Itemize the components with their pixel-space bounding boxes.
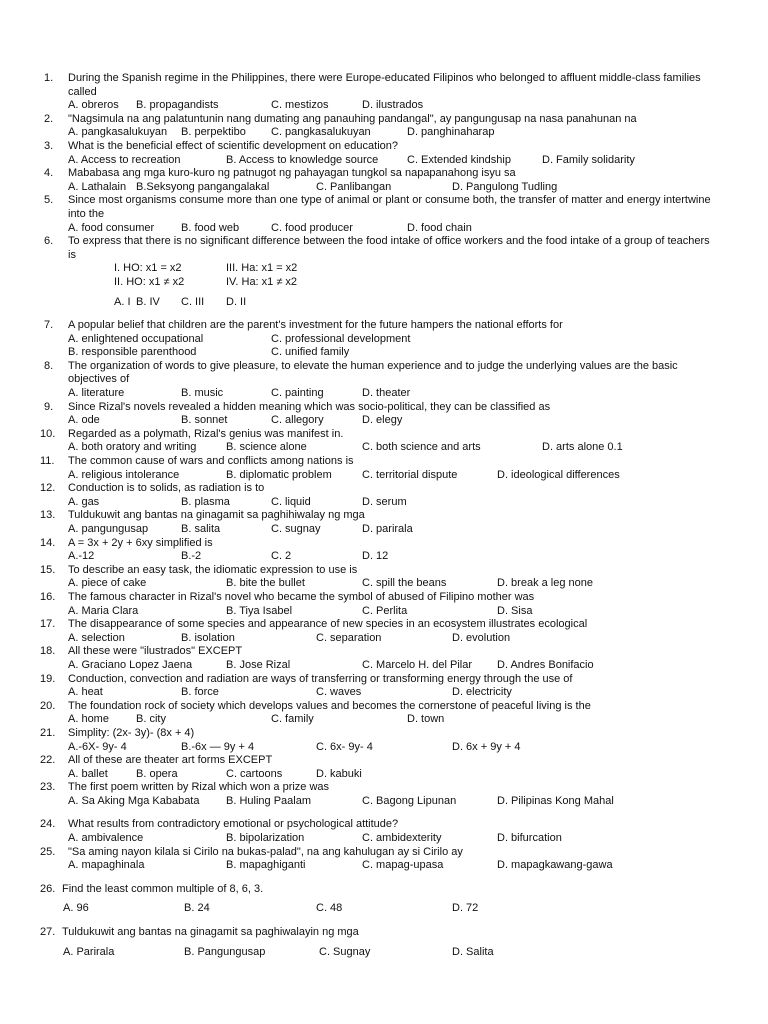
choice-b: B. responsible parenthood [68, 346, 197, 359]
choice-row [0, 469, 768, 483]
question-number: 3. [44, 139, 54, 152]
choice-d: D. Pangulong Tudling [452, 180, 558, 193]
choice-row [0, 181, 768, 195]
choice-row [0, 713, 768, 727]
question-number: 5. [44, 194, 54, 207]
question-22 [0, 754, 768, 781]
question-25 [0, 846, 768, 873]
question-3 [0, 140, 768, 167]
choice-c: C. Sugnay [319, 945, 371, 958]
question-12 [0, 482, 768, 509]
hypothesis-row [0, 262, 768, 276]
question-text: Conduction, convection and radiation are ways of transferring or transforming energy through the use of [68, 672, 573, 685]
choice-a: A. Parirala [63, 945, 115, 958]
choice-a: A. enlightened occupational [68, 332, 204, 345]
choice-row [0, 222, 768, 236]
choice-c: C. territorial dispute [362, 468, 458, 481]
hypothesis-i: I. HO: x1 = x2 [114, 262, 182, 275]
hypothesis-iv: IV. Ha: x1 ≠ x2 [226, 275, 298, 288]
choice-c: C. Marcelo H. del Pilar [362, 658, 473, 671]
choice-c: C. Extended kindship [407, 153, 511, 166]
choice-a: A. Access to recreation [68, 153, 181, 166]
choice-d: D. Family solidarity [542, 153, 635, 166]
choice-row [0, 296, 768, 310]
choice-a: A. food consumer [68, 221, 155, 234]
choice-a: A. home [68, 713, 109, 726]
choice-a: A. I [114, 295, 131, 308]
choice-b: B. opera [136, 767, 178, 780]
question-text: The common cause of wars and conflicts among nations is [68, 455, 354, 468]
choice-c: C. 6x- 9y- 4 [316, 740, 373, 753]
choice-b: B.Seksyong pangangalakal [136, 180, 270, 193]
question-number: 20. [40, 699, 56, 712]
choice-a: A. Maria Clara [68, 604, 139, 617]
question-5 [0, 194, 768, 235]
choice-row [0, 632, 768, 646]
choice-a: A. obreros [68, 99, 119, 112]
choice-a: A. gas [68, 495, 100, 508]
choice-b: B. Tiya Isabel [226, 604, 293, 617]
choice-row [0, 496, 768, 510]
choice-d: D. arts alone 0.1 [542, 441, 623, 454]
choice-b: B. bite the bullet [226, 577, 305, 590]
choice-a: A. piece of cake [68, 577, 147, 590]
choice-row [0, 333, 768, 347]
question-1 [0, 72, 768, 113]
choice-row [0, 859, 768, 873]
choice-c: C. professional development [271, 332, 411, 345]
question-text: To express that there is no significant difference between the food intake of office workers and the food intake of a group of teachers is [68, 235, 710, 261]
question-number: 24. [40, 818, 56, 831]
choice-row [0, 414, 768, 428]
choice-c: C. Perlita [362, 604, 408, 617]
choice-row [0, 902, 768, 916]
question-number: 8. [44, 359, 54, 372]
choice-row [0, 832, 768, 846]
hypothesis-row [0, 276, 768, 290]
choice-row [0, 126, 768, 140]
choice-a: A. ode [68, 414, 100, 427]
choice-c: C. allegory [271, 414, 324, 427]
choice-c: C. 48 [316, 902, 343, 915]
question-text: The first poem written by Rizal which won a prize was [68, 781, 330, 794]
choice-b: B. salita [181, 523, 221, 535]
question-10 [0, 428, 768, 455]
choice-d: D. ilustrados [362, 99, 424, 112]
question-text: The famous character in Rizal's novel who became the symbol of abused of Filipino mother was [68, 590, 535, 603]
question-13 [0, 509, 768, 536]
choice-d: D. 6x + 9y + 4 [452, 740, 521, 753]
question-number: 2. [44, 112, 54, 125]
question-text: Find the least common multiple of 8, 6, 3. [62, 882, 264, 895]
question-number: 22. [40, 754, 56, 767]
question-number: 6. [44, 235, 54, 248]
choice-d: D. food chain [407, 221, 472, 234]
question-14 [0, 537, 768, 564]
choice-b: B. city [136, 713, 166, 726]
choice-b: B. science alone [226, 441, 307, 454]
choice-b: B. bipolarization [226, 832, 305, 845]
choice-b: B. Huling Paalam [226, 794, 311, 807]
choice-d: D. serum [362, 495, 407, 508]
question-number: 4. [44, 167, 54, 180]
choice-c: C. pangkasalukuyan [271, 126, 371, 139]
choice-a: A. Graciano Lopez Jaena [68, 658, 193, 671]
choice-c: C. Panlibangan [316, 180, 392, 193]
choice-row [0, 659, 768, 673]
question-number: 17. [40, 618, 56, 631]
question-text: All of these are theater art forms EXCEPT [68, 754, 273, 767]
choice-b: B. Access to knowledge source [226, 153, 379, 166]
choice-c: C. both science and arts [362, 441, 481, 454]
choice-d: D. Andres Bonifacio [497, 658, 594, 671]
choice-b: B. IV [136, 295, 160, 308]
question-text: Since Rizal's novels revealed a hidden meaning which was socio-political, they can be classified as [68, 400, 551, 413]
choice-d: D. town [407, 713, 445, 726]
choice-d: D. kabuki [316, 767, 362, 780]
question-text: Tuldukuwit ang bantas na ginagamit sa paghiwalayin ng mga [62, 926, 359, 939]
choice-d: D. electricity [452, 686, 512, 699]
choice-c: C. III [181, 295, 205, 308]
choice-c: C. 2 [271, 550, 292, 563]
question-21 [0, 727, 768, 754]
choice-c: C. spill the beans [362, 577, 447, 590]
choice-a: A. pangkasalukuyan [68, 126, 168, 139]
question-text: Simplity: (2x- 3y)- (8x + 4) [68, 726, 195, 739]
question-number: 15. [40, 563, 56, 576]
choice-b: B. diplomatic problem [226, 468, 332, 481]
question-text: What results from contradictory emotional or psychological attitude? [68, 818, 399, 831]
question-number: 12. [40, 482, 56, 495]
choice-row [0, 523, 768, 537]
question-text: The organization of words to give pleasure, to elevate the human experience and to judge the underlying values are the basic objectives of [68, 359, 678, 386]
choice-c: C. waves [316, 686, 362, 699]
question-text: Since most organisms consume more than one type of animal or plant or consume both, the transfer of matter and energy intertwine into the [68, 194, 711, 220]
choice-c: C. ambidexterity [362, 832, 442, 845]
choice-b: B. force [181, 686, 219, 699]
choice-a: A. selection [68, 631, 125, 644]
choice-b: B. Jose Rizal [226, 658, 291, 671]
question-number: 27. [40, 926, 56, 939]
question-number: 18. [40, 645, 56, 658]
choice-c: C. cartoons [226, 767, 283, 780]
choice-row [0, 441, 768, 455]
question-17 [0, 618, 768, 645]
question-text: What is the beneficial effect of scientific development on education? [68, 139, 398, 152]
choice-row [0, 795, 768, 809]
choice-row [0, 154, 768, 168]
choice-b: B. isolation [181, 631, 235, 644]
question-7 [0, 319, 768, 360]
question-4 [0, 167, 768, 194]
choice-b: B. mapaghiganti [226, 859, 306, 872]
choice-c: C. separation [316, 631, 382, 644]
question-6 [0, 235, 768, 309]
choice-row [0, 346, 768, 360]
question-number: 7. [44, 319, 54, 332]
choice-b: B. plasma [181, 495, 230, 508]
choice-b: B.-2 [181, 550, 202, 563]
choice-b: B. music [181, 387, 224, 400]
question-number: 23. [40, 781, 56, 794]
choice-c: C. mapag-upasa [362, 859, 444, 872]
question-8 [0, 360, 768, 401]
choice-b: B. Pangungusap [184, 945, 266, 958]
choice-b: B. perpektibo [181, 126, 246, 139]
choice-a: A.-12 [68, 550, 95, 563]
question-26 [0, 883, 768, 916]
choice-c: C. food producer [271, 221, 353, 234]
question-23 [0, 781, 768, 808]
choice-d: D. 72 [452, 902, 479, 915]
choice-row [0, 768, 768, 782]
choice-c: C. mestizos [271, 99, 329, 112]
choice-a: A.-6X- 9y- 4 [68, 740, 127, 753]
question-text: "Sa aming nayon kilala si Cirilo na bukas-palad", na ang kahulugan ay si Cirilo ay [68, 845, 463, 858]
choice-d: D. theater [362, 387, 411, 400]
choice-d: D. break a leg none [497, 577, 594, 590]
choice-a: A. heat [68, 686, 103, 699]
choice-row [0, 605, 768, 619]
question-number: 14. [40, 536, 56, 549]
choice-row [0, 741, 768, 755]
question-text: To describe an easy task, the idiomatic expression to use is [68, 563, 358, 576]
question-2 [0, 113, 768, 140]
choice-a: A. literature [68, 387, 125, 400]
question-number: 16. [40, 590, 56, 603]
question-text: Mababasa ang mga kuro-kuro ng patnugot ng pahayagan tungkol sa napapanahong isyu sa [68, 167, 516, 180]
question-text: "Nagsimula na ang palatuntunin nang dumating ang panauhing pandangal", ay pangungusap na nasa panahunan na [68, 112, 637, 125]
choice-b: B. sonnet [181, 414, 228, 427]
question-27 [0, 926, 768, 959]
choice-d: D. Salita [452, 945, 494, 958]
choice-a: A. religious intolerance [68, 468, 180, 481]
hypothesis-ii: II. HO: x1 ≠ x2 [114, 275, 185, 288]
choice-row [0, 577, 768, 591]
choice-d: D. parirala [362, 523, 413, 535]
choice-row [0, 946, 768, 960]
choice-a: A. pangungusap [68, 523, 149, 535]
choice-b: B. propagandists [136, 99, 219, 112]
choice-c-alt: C. unified family [271, 346, 350, 359]
choice-d: D. mapagkawang-gawa [497, 859, 613, 872]
choice-a: A. ambivalence [68, 832, 144, 845]
question-text: The foundation rock of society which develops values and becomes the cornerstone of peaceful living is the [68, 699, 591, 712]
question-number: 9. [44, 400, 54, 413]
question-text: A popular belief that children are the parent's investment for the future hampers the national efforts for [68, 319, 563, 332]
question-number: 19. [40, 672, 56, 685]
choice-c: C. painting [271, 387, 324, 400]
question-19 [0, 673, 768, 700]
question-15 [0, 564, 768, 591]
choice-a: A. Lathalain [68, 180, 127, 193]
choice-b: B.-6x — 9y + 4 [181, 740, 255, 753]
question-number: 11. [40, 455, 55, 468]
choice-d: D. bifurcation [497, 832, 562, 845]
choice-d: D. elegy [362, 414, 403, 427]
question-text: All these were "ilustrados" EXCEPT [68, 645, 243, 658]
question-24 [0, 818, 768, 845]
question-text: A = 3x + 2y + 6xy simplified is [68, 536, 213, 549]
choice-d: D. evolution [452, 631, 511, 644]
choice-a: A. 96 [63, 902, 89, 915]
choice-d: D. II [226, 295, 247, 308]
choice-d: D. 12 [362, 550, 389, 563]
choice-row [0, 550, 768, 564]
choice-row [0, 686, 768, 700]
choice-b: B. food web [181, 221, 240, 234]
question-16 [0, 591, 768, 618]
choice-a: A. Sa Aking Mga Kababata [68, 794, 200, 807]
choice-d: D. Pilipinas Kong Mahal [497, 794, 614, 807]
question-number: 21. [40, 726, 56, 739]
question-20 [0, 700, 768, 727]
choice-row [0, 99, 768, 113]
hypothesis-iii: III. Ha: x1 = x2 [226, 262, 298, 275]
choice-a: A. ballet [68, 767, 108, 780]
question-text: Regarded as a polymath, Rizal's genius was manifest in. [68, 427, 344, 440]
question-18 [0, 645, 768, 672]
question-9 [0, 401, 768, 428]
choice-row [0, 387, 768, 401]
question-number: 26. [40, 882, 56, 895]
question-11 [0, 455, 768, 482]
question-number: 1. [44, 72, 54, 84]
question-text: Tuldukuwit ang bantas na ginagamit sa paghihiwalay ng mga [68, 509, 365, 522]
choice-d: D. panghinaharap [407, 126, 495, 139]
exam-page [0, 72, 768, 959]
choice-c: C. Bagong Lipunan [362, 794, 457, 807]
question-text: During the Spanish regime in the Philippines, there were Europe-educated Filipinos who belonged to affluent middle-class families called [68, 72, 701, 98]
question-text: Conduction is to solids, as radiation is to [68, 482, 265, 495]
question-number: 10. [40, 427, 56, 440]
choice-d: D. Sisa [497, 604, 533, 617]
choice-c: C. family [271, 713, 314, 726]
choice-a: A. mapaghinala [68, 859, 145, 872]
choice-c: C. liquid [271, 495, 311, 508]
choice-c: C. sugnay [271, 523, 321, 535]
question-number: 25. [40, 845, 56, 858]
choice-b: B. 24 [184, 902, 210, 915]
question-number: 13. [40, 509, 56, 522]
choice-a: A. both oratory and writing [68, 441, 197, 454]
choice-d: D. ideological differences [497, 468, 620, 481]
question-text: The disappearance of some species and appearance of new species in an ecosystem illustrates ecological [68, 618, 588, 631]
